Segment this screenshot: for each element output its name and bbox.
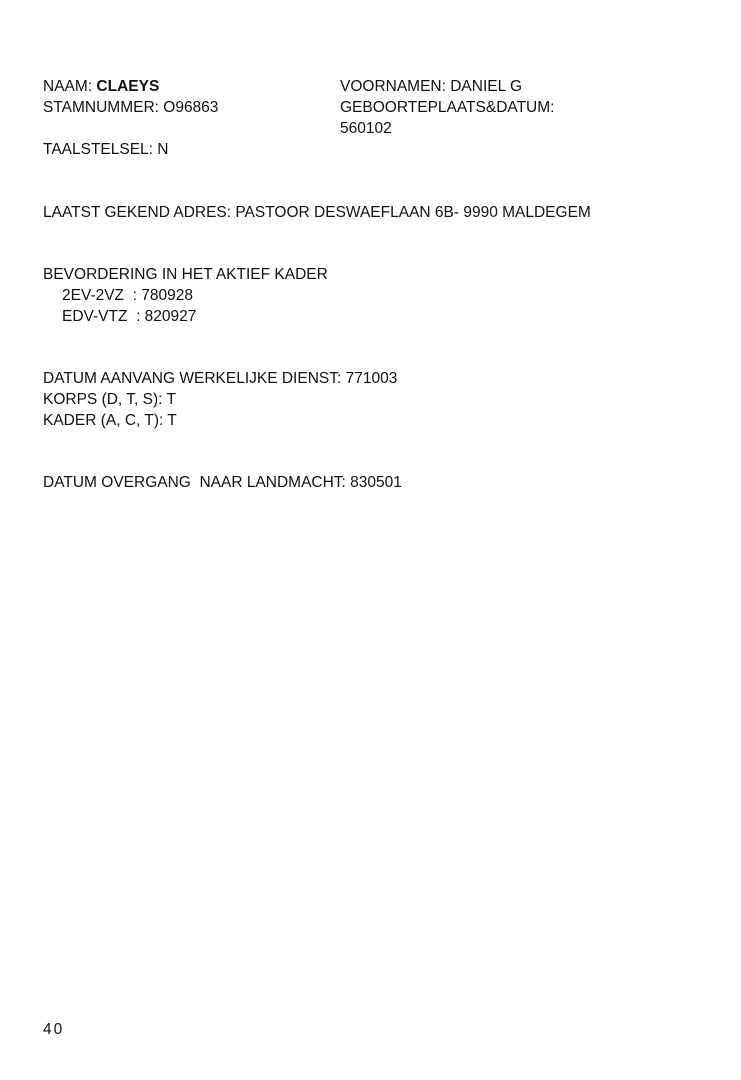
service-section <box>43 368 397 431</box>
stamnummer-line: STAMNUMMER: O96863 <box>43 99 219 116</box>
naam-label: NAAM: <box>43 78 93 95</box>
naam-line <box>43 76 218 97</box>
taalstelsel-text: TAALSTELSEL: N <box>43 141 169 158</box>
transfer-date-line: DATUM OVERGANG NAAR LANDMACHT: 830501 <box>43 474 402 491</box>
naam-value: CLAEYS <box>96 78 160 95</box>
promotion-section <box>43 264 328 327</box>
page-number: 40 <box>43 1021 65 1038</box>
korps-line: KORPS (D, T, S): T <box>43 391 176 408</box>
promotion-heading: BEVORDERING IN HET AKTIEF KADER <box>43 266 328 283</box>
header-left-column <box>43 76 218 118</box>
geboorte-label: GEBOORTEPLAATS&DATUM: <box>340 99 555 116</box>
voornamen-line: VOORNAMEN: DANIEL G <box>340 78 523 95</box>
transfer-section <box>43 472 402 493</box>
address-line: LAATST GEKEND ADRES: PASTOOR DESWAEFLAAN 6B- 9990 MALDEGEM <box>43 204 591 221</box>
promotion-item: EDV-VTZ : 820927 <box>62 308 197 325</box>
taalstelsel-line <box>43 139 168 160</box>
kader-line: KADER (A, C, T): T <box>43 412 177 429</box>
header-right-column <box>340 76 554 139</box>
promotion-item: 2EV-2VZ : 780928 <box>62 287 193 304</box>
service-start-date: DATUM AANVANG WERKELIJKE DIENST: 771003 <box>43 370 398 387</box>
address-section <box>43 202 591 223</box>
geboorte-value: 560102 <box>340 120 392 137</box>
